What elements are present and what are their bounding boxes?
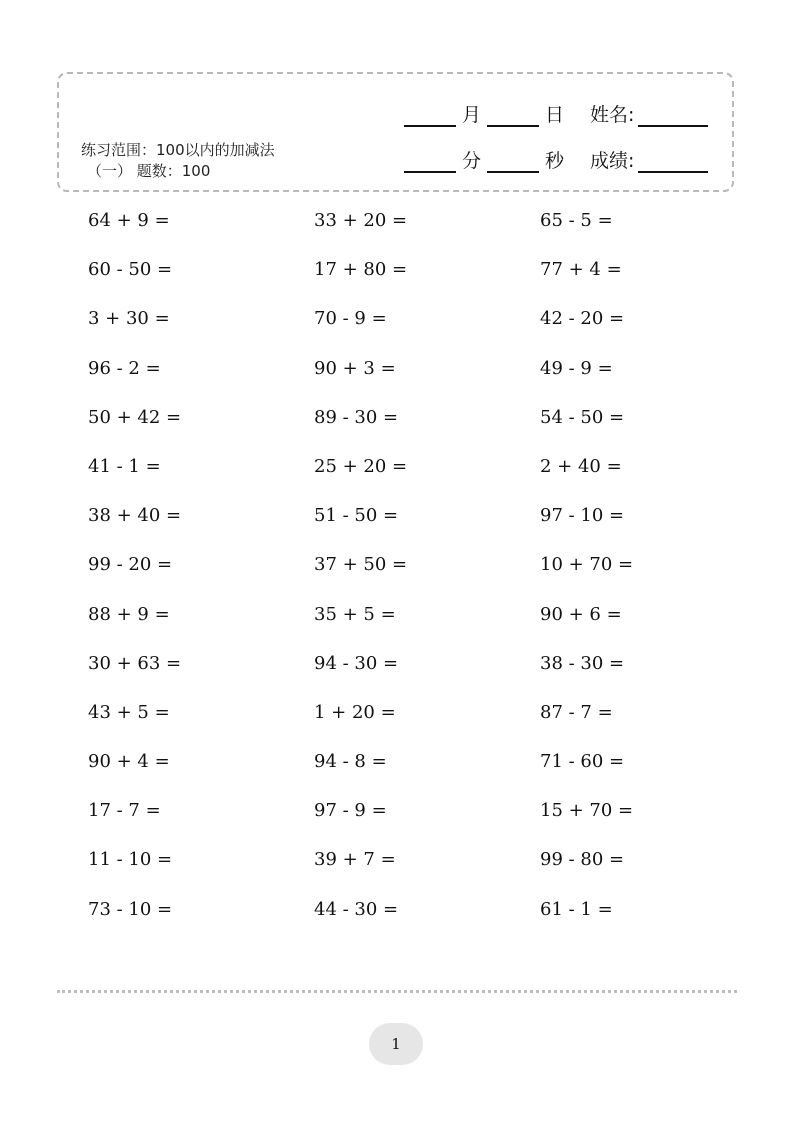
math-problem: 11 - 10 = (88, 849, 173, 871)
practice-info (81, 140, 275, 182)
math-problem: 54 - 50 = (540, 406, 625, 428)
day-blank[interactable] (487, 105, 539, 127)
minute-blank[interactable] (404, 151, 456, 173)
math-problem: 37 + 50 = (314, 554, 408, 576)
score-label: 成绩: (590, 150, 635, 172)
second-blank[interactable] (487, 151, 539, 173)
math-problem: 77 + 4 = (540, 259, 622, 281)
math-problem: 64 + 9 = (88, 210, 170, 231)
math-problem: 38 + 40 = (88, 505, 182, 527)
math-problem: 35 + 5 = (314, 603, 396, 625)
math-problem: 38 - 30 = (540, 652, 625, 674)
math-problem: 3 + 30 = (88, 308, 170, 330)
date-name-row (404, 100, 708, 127)
math-problem: 94 - 8 = (314, 751, 387, 773)
math-problem: 10 + 70 = (540, 554, 634, 576)
math-problem: 15 + 70 = (540, 800, 634, 822)
math-problem: 1 + 20 = (314, 701, 396, 723)
math-problem: 87 - 7 = (540, 701, 613, 723)
math-problem: 17 + 80 = (314, 259, 408, 281)
math-problem: 96 - 2 = (88, 357, 161, 379)
math-problem: 60 - 50 = (88, 259, 173, 281)
math-problem: 73 - 10 = (88, 898, 173, 920)
name-blank[interactable] (638, 105, 708, 127)
math-problem: 90 + 3 = (314, 357, 396, 379)
minute-label: 分 (462, 150, 482, 172)
math-problem: 17 - 7 = (88, 800, 161, 822)
math-problem: 61 - 1 = (540, 898, 613, 920)
math-problem: 39 + 7 = (314, 849, 396, 871)
time-score-row (404, 146, 708, 173)
math-problem: 2 + 40 = (540, 455, 622, 477)
math-problem: 33 + 20 = (314, 210, 408, 231)
second-label: 秒 (545, 150, 565, 172)
math-problem: 25 + 20 = (314, 455, 408, 477)
math-problem: 99 - 20 = (88, 554, 173, 576)
score-blank[interactable] (638, 151, 708, 173)
math-problem: 89 - 30 = (314, 406, 399, 428)
math-problem: 97 - 10 = (540, 505, 625, 527)
math-problem: 97 - 9 = (314, 800, 387, 822)
math-problem: 30 + 63 = (88, 652, 182, 674)
math-problem: 90 + 6 = (540, 603, 622, 625)
month-blank[interactable] (404, 105, 456, 127)
month-label: 月 (462, 104, 482, 126)
math-problem: 42 - 20 = (540, 308, 625, 330)
day-label: 日 (545, 104, 565, 126)
math-problem: 90 + 4 = (88, 751, 170, 773)
math-problem: 43 + 5 = (88, 701, 170, 723)
math-problem: 44 - 30 = (314, 898, 399, 920)
worksheet-header (57, 72, 734, 192)
math-problem: 71 - 60 = (540, 751, 625, 773)
math-problem: 51 - 50 = (314, 505, 399, 527)
problem-grid (88, 208, 728, 946)
name-label: 姓名: (590, 104, 635, 126)
footer-divider (57, 990, 737, 993)
math-problem: 94 - 30 = (314, 652, 399, 674)
math-problem: 99 - 80 = (540, 849, 625, 871)
math-problem: 65 - 5 = (540, 210, 613, 231)
practice-range: 练习范围：100以内的加减法 (81, 141, 275, 159)
math-problem: 50 + 42 = (88, 406, 182, 428)
practice-count: （一） 题数：100 (87, 162, 211, 180)
math-problem: 88 + 9 = (88, 603, 170, 625)
math-problem: 49 - 9 = (540, 357, 613, 379)
math-problem: 70 - 9 = (314, 308, 387, 330)
page-number: 1 (369, 1023, 423, 1065)
math-problem: 41 - 1 = (88, 455, 161, 477)
